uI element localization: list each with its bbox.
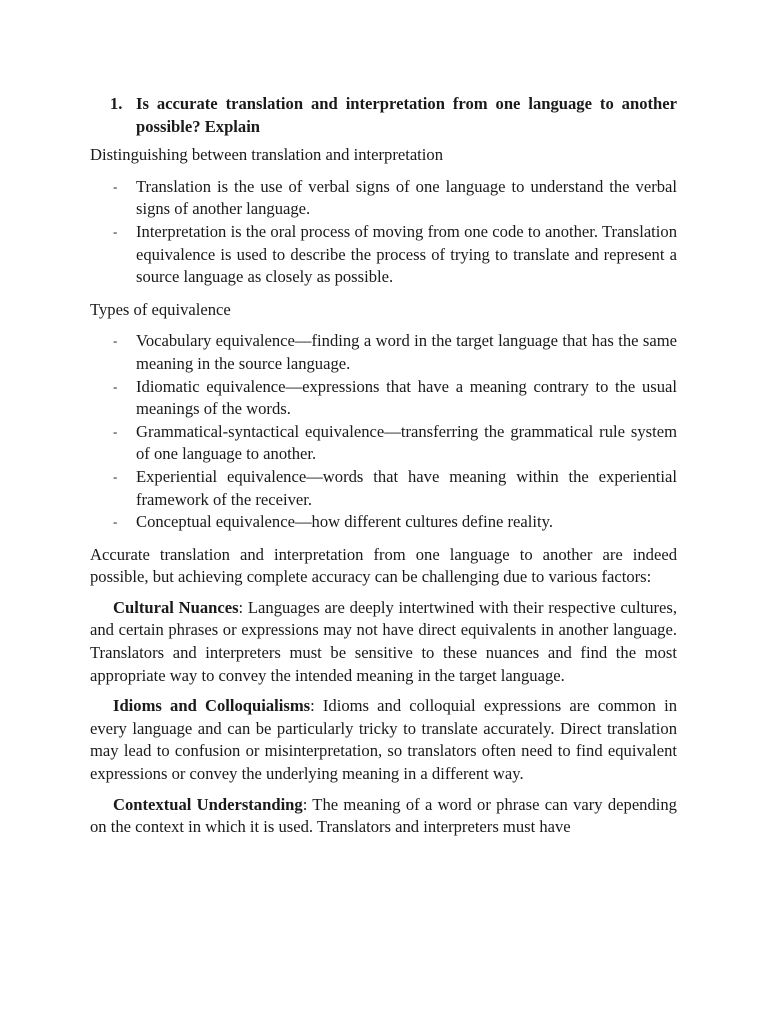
list-item-text: Idiomatic equivalence—expressions that have a meaning contrary to the usual meanings of the words. — [136, 376, 677, 419]
list-item-text: Conceptual equivalence—how different cultures define reality. — [136, 512, 553, 532]
document-page — [90, 93, 677, 847]
section-title-distinguishing: Distinguishing between translation and interpretation — [90, 145, 443, 165]
dash-marker: - — [113, 468, 118, 484]
intro-paragraph: Accurate translation and interpretation from one language to another are indeed possible, but achieving complete accuracy can be challenging due to various factors: — [90, 544, 677, 587]
list-item-text: Translation is the use of verbal signs of one language to understand the verbal signs of another language. — [136, 176, 677, 219]
list-item — [90, 466, 677, 511]
question-number: 1. — [110, 94, 123, 113]
factor-term: Contextual Understanding — [113, 794, 303, 814]
translation-definition-list — [90, 176, 677, 289]
list-item-text: Vocabulary equivalence—finding a word in the target language that has the same meaning in the source language. — [136, 331, 677, 373]
dash-marker: - — [113, 178, 118, 194]
equivalence-types-list — [90, 330, 677, 533]
list-item-text: Interpretation is the oral process of moving from one code to another. Translation equivalence is used to describe the process of trying to translate and represent a source language as closely as possible. — [136, 221, 677, 287]
question-text: Is accurate translation and interpretation from one language to another possible? Explain — [136, 94, 677, 136]
list-item — [90, 176, 677, 221]
list-item-text: Grammatical-syntactical equivalence—transferring the grammatical rule system of one language to another. — [136, 421, 677, 464]
list-item — [90, 376, 677, 421]
section-title-types: Types of equivalence — [90, 299, 231, 319]
list-item-text: Experiential equivalence—words that have meaning within the experiential framework of the receiver. — [136, 466, 677, 509]
factor-term: Idioms and Colloquialisms — [113, 696, 311, 716]
dash-marker: - — [113, 423, 118, 439]
factor-paragraph-context — [90, 794, 677, 839]
factor-paragraph-cultural — [90, 597, 677, 687]
dash-marker: - — [113, 378, 118, 394]
list-item — [90, 511, 677, 534]
dash-marker: - — [113, 223, 118, 239]
question-heading — [90, 93, 677, 138]
factor-paragraph-idioms — [90, 695, 677, 785]
list-item — [90, 421, 677, 466]
list-item — [90, 330, 677, 375]
list-item — [90, 221, 677, 289]
dash-marker: - — [113, 333, 118, 349]
factor-term: Cultural Nuances — [113, 597, 239, 617]
dash-marker: - — [113, 514, 118, 530]
factor-text: : The meaning of a word or phrase can vary depending on the context in which it is used. Translators and interpreters must have — [90, 794, 677, 837]
factor-text: : Idioms and colloquial expressions are common in every language and can be particularly tricky to translate accurately. Direct translation may lead to confusion or misinterpretation, so translators often need to find equivalent expressions or convey the underlying meaning in a different way. — [90, 696, 678, 784]
factor-text: : Languages are deeply intertwined with their respective cultures, and certain phrases or expressions may not have direct equivalents in another language. Translators and interpreters must be sensitive to these nuances and find the most appropriate way to convey the intended meaning in the target language. — [90, 597, 677, 685]
